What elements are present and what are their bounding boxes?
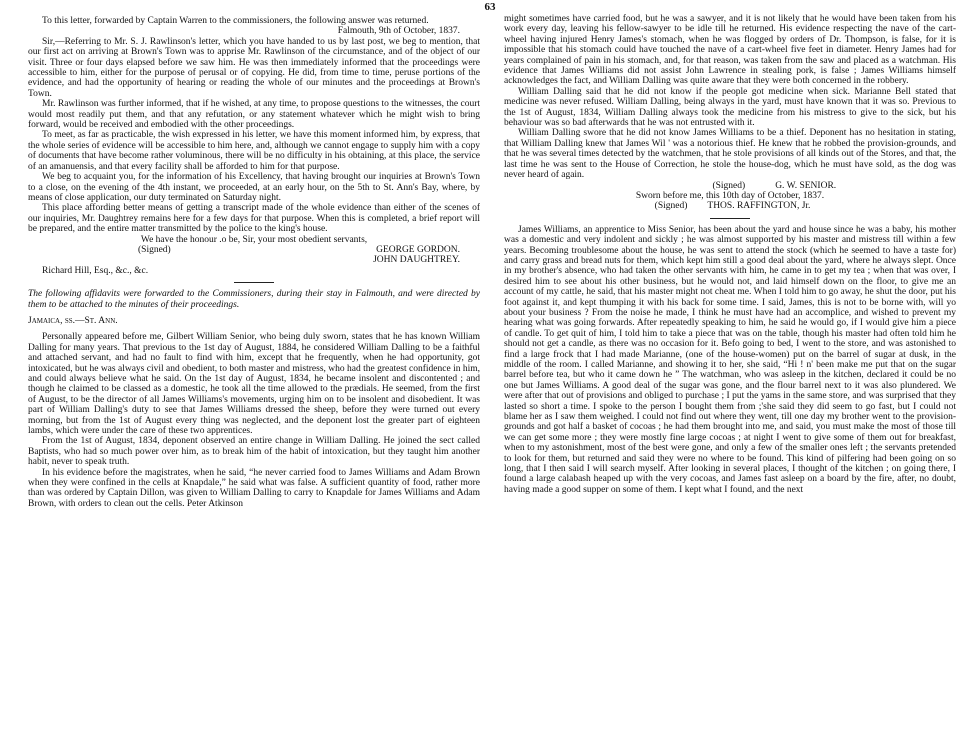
signer-daughtrey: JOHN DAUGHTREY.: [373, 255, 460, 266]
affidavit-paragraph-1: Personally appeared before me, Gilbert William Senior, who being duly sworn, states that he has known William Dalling for many years. That previous to the 1st day of August, 1884, he considered William Dalling to be a faithful and attached servant, and had no fault to find with him, except that he frequently, when he had opportunity, got intoxicated, but he was always civil and obedient, to both master and mistress, who had the greatest confidence in him, and could always believe what he said. On the 1st day of August, 1834, he became insolent and discontented ; and though he claimed to be classed as a domestic, he took all the time allowed to the prædials. He seemed, from the first of August, to be the director of all James Williams's movements, urging him on to be insolent and disobedient. It was part of William Dalling's duty to see that James Williams dressed the sheep, before they were turned out every morning, but from the 1st of August every thing was neglected, and the deponent lost the greater part of eighteen lambs, which were under the care of these two apprentices.: [28, 332, 480, 437]
section-divider: [234, 282, 274, 283]
section-divider-right: [710, 218, 750, 219]
medicine-paragraph: William Dalling said that he did not know if the people got medicine when sick. Marianne Bell stated that medicine was never refused. William Dalling, being always in the yard, must have known that it was so. Previous to the 1st of August, 1834, William Dalling always took the medicine from his mistress to give to the sick, but his behaviour was so bad afterwards that he was not entrusted with it.: [504, 86, 956, 129]
sworn-line: Sworn before me, this 10th day of October, 1837.: [635, 190, 825, 201]
signer-senior: G. W. SENIOR.: [775, 180, 837, 191]
closing-line: We have the honour .o be, Sir, your most obedient servants,: [140, 234, 368, 245]
signed-label: (Signed): [138, 244, 171, 255]
page-number: 63: [484, 1, 496, 13]
affidavit-paragraph-2: From the 1st of August, 1834, deponent observed an entire change in William Dalling. He joined the sect called Baptists, who had so much power over him, as to break him of the habit of intoxication, but they taught him another habit, never to speak truth.: [28, 436, 480, 468]
affidavit-paragraph-3: In his evidence before the magistrates, when he said, “he never carried food to James Williams and Adam Brown when they were confined in the cells at Knapdale,” he said what was false. A sufficient quantity of food, rather more than was ordered by Captain Dillon, was given to William Dalling to carry to Knapdale for James Williams and Adam Brown, with orders to clean out the cells. Peter Atkinson: [28, 467, 480, 509]
signed-label-magistrate: (Signed): [654, 201, 688, 212]
right-column: [504, 14, 956, 724]
senior-signature: [504, 181, 956, 191]
addressee: Richard Hill, Esq., &c., &c.: [42, 265, 149, 276]
intro-paragraph: To this letter, forwarded by Captain Warren to the commissioners, the following answer was returned.: [42, 16, 429, 26]
letter-paragraph-5: This place affording better means of getting a transcript made of the whole evidence than either of the scenes of our inquiries, Mr. Daughtrey remains here for a few days for that purpose. When this is completed, a brief report will be prepared, and the entire matter transmitted by the police to the king's house.: [28, 203, 480, 235]
letter-paragraph-2: Mr. Rawlinson was further informed, that if he wished, at any time, to propose questions to the witnesses, the court would most readily put them, and that any refutation, or any statement whatever which he might wish to bring forward, would be received and embodied with the other proceedings.: [28, 99, 480, 131]
jurisdiction-line: Jamaica, ss.—St. Ann.: [28, 315, 118, 326]
letter-paragraph-1: Sir,—Referring to Mr. S. J. Rawlinson's letter, which you have handed to us by last post, we beg to mention, that our first act on arriving at Brown's Town was to apprise Mr. Rawlinson of the circumstance, and of the object of our visit. Three or four days elapsed before we saw him. He was then immediately informed that the proceedings were accessible to him, either for the purpose of perusal or of copying. He did, from time to time, peruse portions of the evidence, and had the opportunity of hearing or reading the whole of our minutes and the proceedings at Brown's Town.: [28, 36, 480, 99]
left-column: [28, 16, 480, 726]
letter-paragraph-3: To meet, as far as practicable, the wish expressed in his letter, we have this moment informed him, by express, that the whole series of evidence will be accessible to him here, and, although we cannot engage to supply him with a copy of documents that have become rather voluminous, there will be no difficulty in his obtaining, at this place, the service of an amanuensis, and that every facility shall be afforded to him for that purpose.: [28, 130, 480, 172]
signer-gordon: GEORGE GORDON.: [376, 244, 460, 255]
signature-block: [28, 245, 480, 266]
signed-label-senior: (Signed): [712, 180, 746, 191]
continued-paragraph: might sometimes have carried food, but he was a sawyer, and it is not likely that he would have been taken from his work every day, leaving his fellow-sawyer to be idle till he returned. His evidence respecting the nave of the cart-wheel having injured Henry James's stomach, when he was flogged by orders of Dr. Thompson, is false, for it is impossible that his stomach could have touched the nave of a cart-wheel five feet in diameter. Henry James had for years complained of pain in his stomach, and, for that reason, was taken from the saw and placed as a watchman. His evidence that James Williams did not assist John Lawrence in stealing pork, is false ; James Williams himself acknowledges the fact, and William Dalling was quite aware that they were both concerned in the robbery.: [504, 14, 956, 87]
magistrate-signature: [504, 201, 956, 211]
magistrate-name: THOS. RAFFINGTON, Jr.: [707, 201, 811, 212]
place-date: Falmouth, 9th of October, 1837.: [337, 26, 460, 37]
affidavits-heading: The following affidavits were forwarded to the Commissioners, during their stay in Falmouth, and were directed by them to be attached to the minutes of their proceedings.: [28, 289, 480, 310]
letter-paragraph-4: We beg to acquaint you, for the information of his Excellency, that having brought our inquiries at Brown's Town to a close, on the evening of the 4th instant, we proceeded, at an early hour, on the 5th to St. Ann's Bay, where, by means of close application, our duty terminated on Saturday night.: [28, 172, 480, 203]
thief-paragraph: William Dalling swore that he did not know James Williams to be a thief. Deponent has no hesitation in stating, that William Dalling knew that James Wil ' was a notorious thief. He knew that he robbed the provision-grounds, and that he was several times detected by the watchmen, that he stole provisions of all kinds out of the Stores, and that, the last time he was sent to the House of Correction, he stole the house-dog, which he must have sold, as the dog was never heard of again.: [504, 128, 956, 181]
james-williams-paragraph: James Williams, an apprentice to Miss Senior, has been about the yard and house since he was a baby, his mother was a domestic and very indolent and sickly ; he was almost supported by his master and mistress till within a few years. Becoming troublesome about the house, he was sent to attend the stock (which he seemed to have a taste for) and carry grass and bread nuts for them, which kept him still a good deal about the yard, where he always slept. Once in my brother's absence, who had taken the other servants with him, he came in to get my tea ; when that was over, I desired him to see about his other business, but he would not, and laid himself down on the floor, to give me an account of my cattle, he said, that his master might not cheat me. When I told him to go away, he shut the door, put his foot against it, and kept thumping it with his back for some time. I said, James, this is not to be borne with, will yo about your business ? From the noise he made, I think he must have had an accomplice, and wished to prevent my hearing what was going forwards. After repeatedly speaking to him, he said he would go, if I would give him a piece of candle. To get quit of him, I told him to take a piece that was on the table, though his master had often told him he should not get a candle, as there was no occasion for it. Befo going to bed, I went to the store, and was astonished to find a large frock that I had made Marianne, (one of the house-women) put on the barrel of sugar at dusk, in the middle of the room. I called Marianne, and showing it to her, she said, “Hi ! n' been make me put that on the sugar barrel before tea, but who it came down he ” The watchman, who was asleep in the kitchen, declared it could be no one but James Williams. A good deal of the sugar was gone, and the flour barrel next to it was also plundered. We were after that out of provisions and obliged to purchase ; I put the yams in the same store, and was surprised that they lasted so short a time. I spoke to the person I bought them from ;'she said they did seem to go fast, but I could not blame her as I saw them weighed. I could not find out where they went, till one day my brother went to the provision-grounds and got half a basket of cocoas ; he had them brought into me, and said, you must make the most of those till we can get some more ; they were mostly fine large cocoas ; at night I went to give some of them out for breakfast, when to my astonishment, most of the best were gone, and only a few of the smaller ones left ; the servants pretended to look for them, but returned and said they were no where to be found. This kind of pilfering had been going on so long, that I then said I will search myself. After looking in several places, I thought of the kitchen ; on going there, I found a large calabash heaped up with the very cocoas, and James fast asleep on a board by the fire, after, no doubt, having made a good supper on some of them. I kept what I found, and the next: [504, 224, 956, 495]
